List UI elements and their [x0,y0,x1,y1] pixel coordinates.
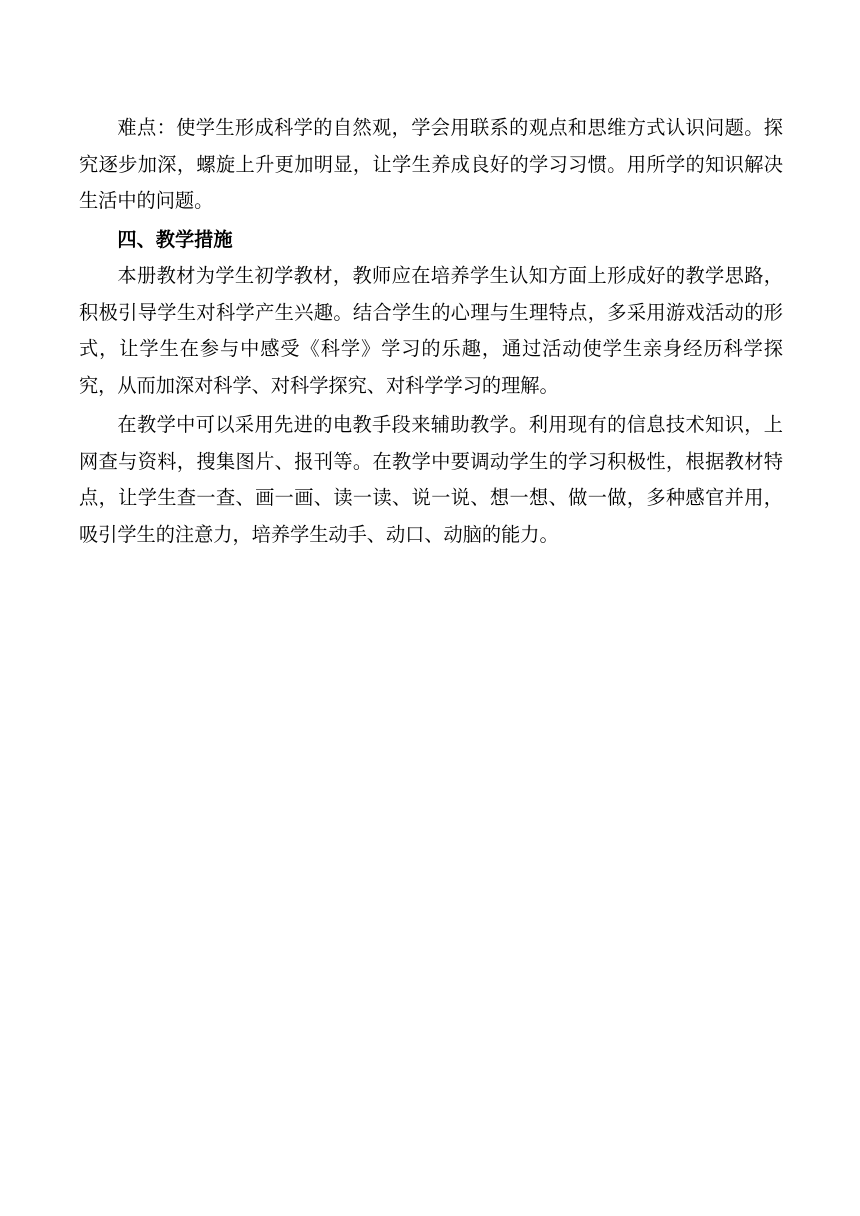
measures-paragraph-2: 在教学中可以采用先进的电教手段来辅助教学。利用现有的信息技术知识，上网查与资料，搜集图片、报刊等。在教学中要调动学生的学习积极性，根据教材特点，让学生查一查、画一画、读一读、说一说、想一想、做一做，多种感官并用，吸引学生的注意力，培养学生动手、动口、动脑的能力。 [79,413,783,546]
document-body [79,110,783,553]
difficulty-paragraph: 难点：使学生形成科学的自然观，学会用联系的观点和思维方式认识问题。探究逐步加深，螺旋上升更加明显，让学生养成良好的学习习惯。用所学的知识解决生活中的问题。 [79,116,783,212]
section-heading-teaching-measures: 四、教学措施 [117,227,233,251]
measures-paragraph-1: 本册教材为学生初学教材，教师应在培养学生认知方面上形成好的教学思路，积极引导学生对科学产生兴趣。结合学生的心理与生理特点，多采用游戏活动的形式，让学生在参与中感受《科学》学习的乐趣，通过活动使学生亲身经历科学探究，从而加深对科学、对科学探究、对科学学习的理解。 [79,264,783,397]
